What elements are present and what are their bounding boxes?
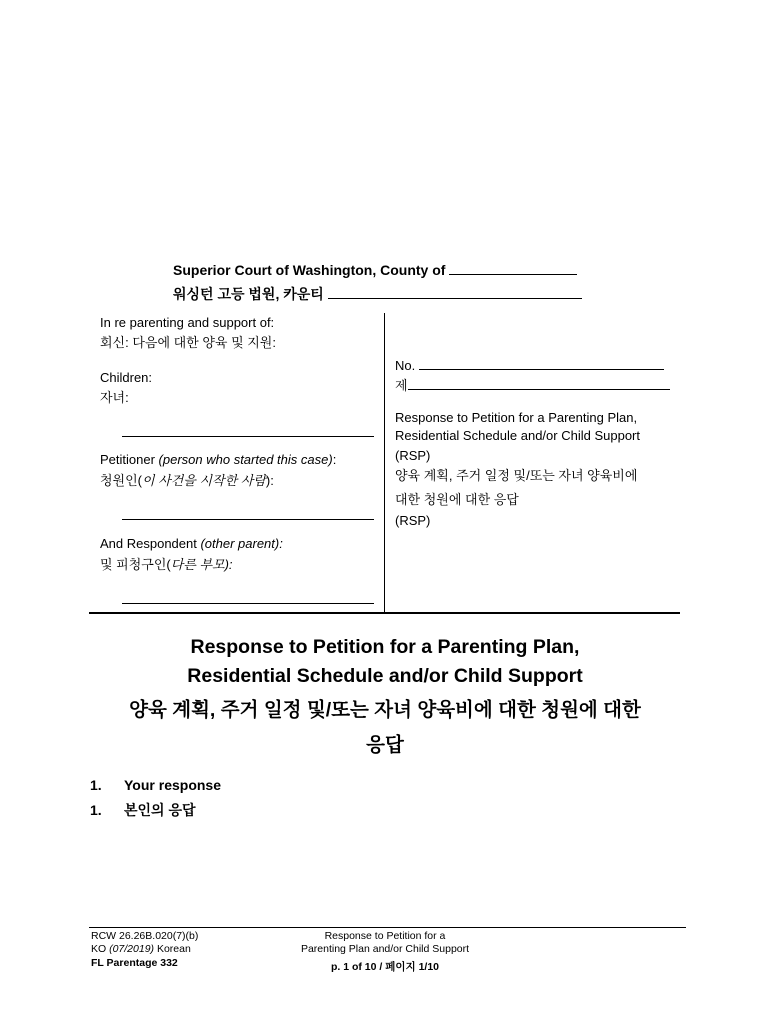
- in-re-ko: 회신: 다음에 대한 양육 및 지원:: [100, 335, 276, 350]
- case-number-blank-en[interactable]: [419, 369, 664, 370]
- footer-rule: [89, 927, 686, 928]
- in-re-en: In re parenting and support of:: [100, 315, 275, 330]
- footer-form-id: FL Parentage 332: [91, 957, 178, 969]
- case-number-ko: 제: [395, 377, 670, 394]
- footer-page-number: p. 1 of 10 / 페이지 1/10: [330, 961, 440, 973]
- case-abbr-en: (RSP): [395, 448, 431, 463]
- respondent-name-line[interactable]: [122, 603, 374, 604]
- footer-rcw: RCW 26.26B.020(7)(b): [91, 930, 199, 942]
- case-title-en-1: Response to Petition for a Parenting Plan,: [395, 410, 638, 425]
- children-label-ko: 자녀:: [100, 390, 129, 405]
- document-title-en-2: Residential Schedule and/or Child Support: [187, 665, 583, 687]
- children-label-en: Children:: [100, 370, 153, 385]
- county-blank-ko[interactable]: [328, 298, 582, 299]
- section-number-en: 1.: [90, 777, 102, 793]
- case-number-en: No.: [395, 357, 664, 374]
- section-title-en: Your response: [124, 777, 221, 793]
- document-title-ko-2: 응답: [366, 734, 404, 756]
- petitioner-name-line[interactable]: [122, 519, 374, 520]
- county-blank-en[interactable]: [449, 274, 577, 275]
- footer-center-title-2: Parenting Plan and/or Child Support: [300, 943, 470, 955]
- section-title-ko: 본인의 응답: [124, 802, 196, 818]
- court-label-en: Superior Court of Washington, County of: [173, 262, 450, 278]
- court-line-ko: [173, 285, 582, 303]
- children-name-line[interactable]: [122, 436, 374, 437]
- case-title-ko-1: 양육 계획, 주거 일정 및/또는 자녀 양육비에: [395, 468, 638, 483]
- court-label-ko: 워싱턴 고등 법원, 카운티: [173, 286, 328, 302]
- document-title-en-1: Response to Petition for a Parenting Plan,: [190, 636, 580, 658]
- section-number-ko: 1.: [90, 802, 102, 818]
- footer-center-title-1: Response to Petition for a: [324, 930, 446, 942]
- case-number-blank-ko[interactable]: [408, 389, 670, 390]
- respondent-label-en: And Respondent (other parent):: [100, 536, 283, 551]
- petitioner-label-ko: 청원인(이 사건을 시작한 사람):: [100, 473, 274, 488]
- case-title-ko-2: 대한 청원에 대한 응답: [395, 492, 519, 507]
- caption-vertical-divider: [384, 313, 385, 612]
- court-line-en: [173, 261, 577, 279]
- case-title-en-2: Residential Schedule and/or Child Support: [395, 428, 640, 443]
- document-title-ko-1: 양육 계획, 주거 일정 및/또는 자녀 양육비에 대한 청원에 대한: [129, 699, 641, 721]
- footer-ko-version: KO (07/2019) Korean: [91, 943, 191, 955]
- respondent-label-ko: 및 피청구인(다른 부모):: [100, 557, 233, 572]
- caption-bottom-rule: [89, 612, 680, 614]
- case-abbr-ko: (RSP): [395, 513, 431, 528]
- petitioner-label-en: Petitioner (person who started this case):: [100, 452, 337, 467]
